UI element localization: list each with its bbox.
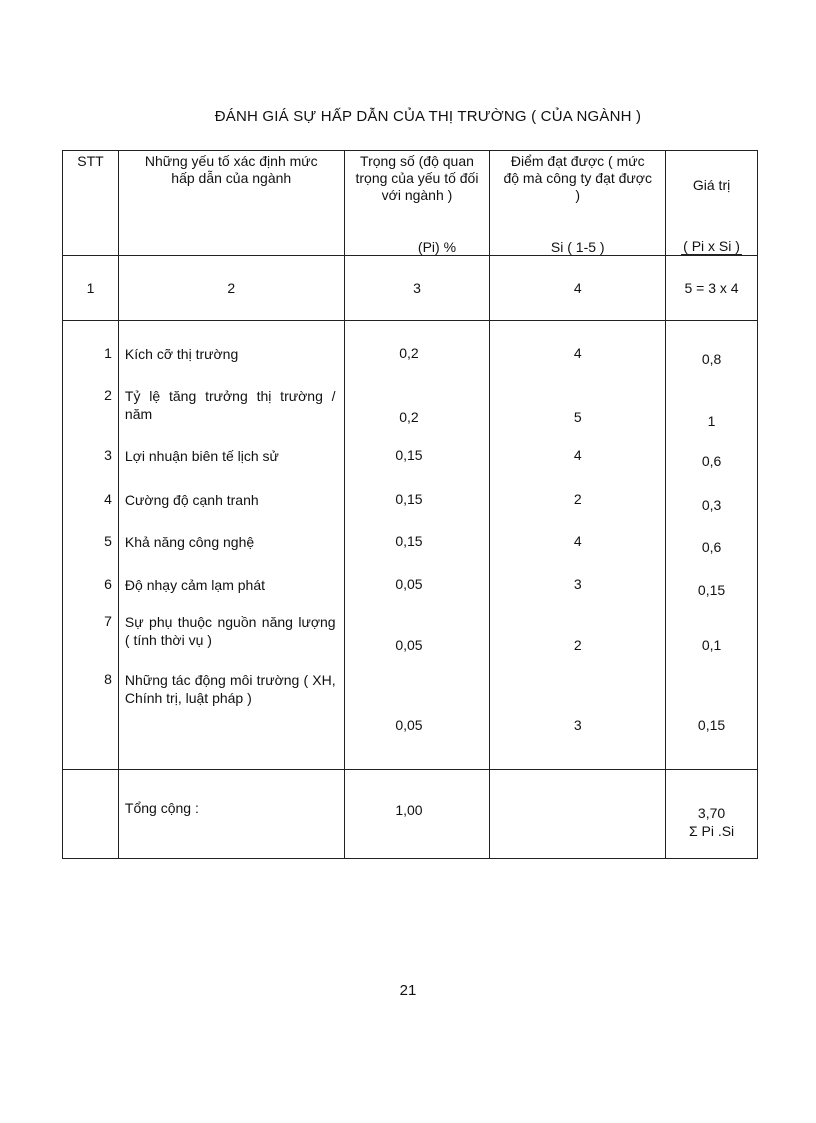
header-value-unit: ( Pi x Si ) <box>683 238 740 254</box>
table-body <box>63 321 758 770</box>
header-score-unit: Si ( 1-5 ) <box>550 239 605 255</box>
row-8-stt: 8 <box>104 671 112 687</box>
row-6-factor: Độ nhạy cảm lạm phát <box>124 577 265 593</box>
header-weight-unit: (Pi) % <box>417 239 457 255</box>
header-factor: Những yếu tố xác định mức hấp dẫn của ngành <box>144 153 318 186</box>
row-4-weight: 0,15 <box>395 491 423 507</box>
header-score: Điểm đạt được ( mức độ mà công ty đạt được ) <box>503 153 652 203</box>
total-weight: 1,00 <box>395 802 423 818</box>
row-4-factor: Cường độ cạnh tranh <box>124 492 259 508</box>
row-8-factor: Những tác động môi trường ( XH, Chính trị, luật pháp ) <box>124 672 336 706</box>
colnum-1: 1 <box>63 256 119 321</box>
total-formula: Σ Pi .Si <box>688 823 735 839</box>
row-6-score: 3 <box>573 576 582 592</box>
row-1-value: 0,8 <box>701 351 722 367</box>
row-5-stt: 5 <box>104 533 112 549</box>
total-row <box>63 770 758 859</box>
row-4-value: 0,3 <box>701 497 722 513</box>
row-3-stt: 3 <box>104 447 112 463</box>
row-4-score: 2 <box>573 491 582 507</box>
row-7-factor: Sự phụ thuộc nguồn năng lượng ( tính thời vụ ) <box>124 614 336 648</box>
row-3-weight: 0,15 <box>395 447 423 463</box>
row-7-stt: 7 <box>104 613 112 629</box>
row-5-value: 0,6 <box>701 539 722 555</box>
total-value: 3,70 <box>697 805 726 821</box>
weight-column <box>344 321 490 770</box>
row-1-factor: Kích cỡ thị trường <box>124 346 239 362</box>
stt-column <box>63 321 119 770</box>
row-8-value: 0,15 <box>697 717 726 733</box>
row-7-value: 0,1 <box>701 637 722 653</box>
colnum-3: 3 <box>344 256 490 321</box>
colnum-2: 2 <box>118 256 344 321</box>
row-2-score: 5 <box>573 409 582 425</box>
market-attractiveness-table <box>62 150 758 859</box>
row-1-weight: 0,2 <box>399 345 419 361</box>
score-column <box>490 321 666 770</box>
row-5-factor: Khả năng công nghệ <box>124 534 255 550</box>
page-title: ĐÁNH GIÁ SỰ HẤP DẪN CỦA THỊ TRƯỜNG ( CỦA NGÀNH ) <box>214 108 642 125</box>
row-3-value: 0,6 <box>701 453 722 469</box>
total-label: Tổng cộng : <box>124 800 199 816</box>
colnum-5: 5 = 3 x 4 <box>666 256 758 321</box>
value-column <box>666 321 758 770</box>
row-5-weight: 0,15 <box>395 533 423 549</box>
row-6-weight: 0,05 <box>395 576 423 592</box>
row-1-stt: 1 <box>104 345 112 361</box>
page-number: 21 <box>399 982 417 999</box>
colnum-4: 4 <box>490 256 666 321</box>
header-weight: Trọng số (độ quan trọng của yếu tố đối với ngành ) <box>355 153 479 203</box>
header-value: Giá trị <box>692 177 731 193</box>
row-5-score: 4 <box>573 533 582 549</box>
row-3-score: 4 <box>573 447 582 463</box>
row-8-weight: 0,05 <box>395 717 423 733</box>
row-2-weight: 0,2 <box>399 409 419 425</box>
table-header-row <box>63 151 758 256</box>
row-7-score: 2 <box>573 637 582 653</box>
row-2-factor: Tỷ lệ tăng trưởng thị trường / năm <box>124 388 336 422</box>
row-2-stt: 2 <box>104 387 112 403</box>
factor-column <box>118 321 344 770</box>
header-stt: STT <box>77 153 104 169</box>
row-6-stt: 6 <box>104 576 112 592</box>
column-number-row <box>63 256 758 321</box>
row-8-score: 3 <box>573 717 582 733</box>
row-1-score: 4 <box>573 345 582 361</box>
row-2-value: 1 <box>707 413 716 429</box>
row-7-weight: 0,05 <box>395 637 423 653</box>
row-4-stt: 4 <box>104 491 112 507</box>
row-3-factor: Lợi nhuận biên tế lịch sử <box>124 448 279 464</box>
row-6-value: 0,15 <box>697 582 726 598</box>
